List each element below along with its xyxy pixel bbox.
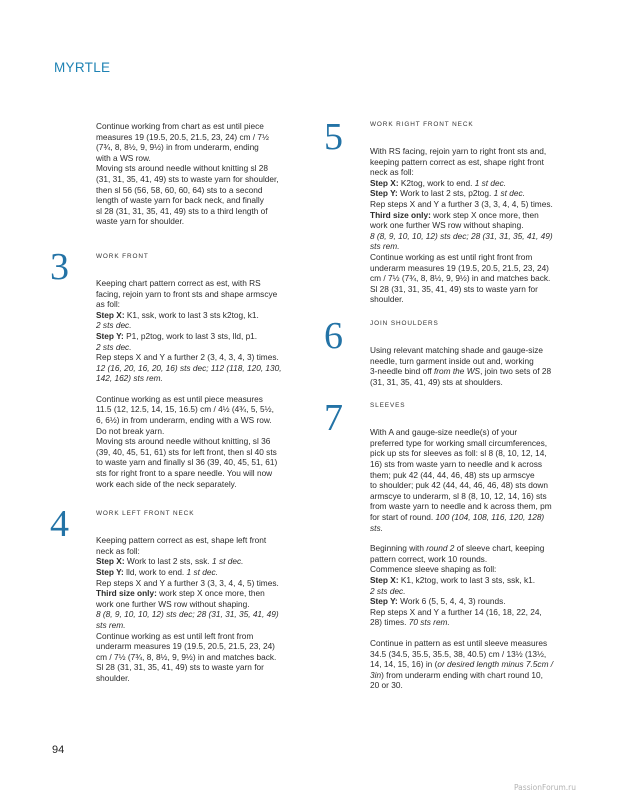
text: work one further WS row without shaping. [96, 598, 250, 609]
text: Keeping chart pattern correct as est, with RS [96, 277, 261, 288]
text: Rep steps X and Y a further 2 (3, 4, 3, 4, 3) times. [96, 352, 279, 363]
text: keeping pattern correct as est, shape right front [370, 156, 544, 167]
text: neck as foll: [370, 167, 414, 178]
italic-text: or desired length minus 7.5cm / [437, 659, 554, 670]
text-line [370, 366, 570, 377]
italic-text: 12 (16, 20, 16, 20, 16) sts dec; 112 (118, 120, 130, [96, 362, 282, 373]
bold-text: Step Y: [96, 330, 124, 341]
bold-text: Step Y: [370, 188, 398, 199]
text-line [370, 231, 570, 242]
text-line [370, 638, 570, 649]
text-line [370, 491, 570, 502]
text: Continue working from chart as est until piece [96, 121, 264, 131]
italic-text: from the WS [433, 366, 481, 377]
text-line [370, 596, 570, 607]
text-line [96, 320, 296, 331]
section-6 [324, 314, 570, 387]
text-line [96, 289, 296, 300]
text: Sl 28 (31, 31, 35, 41, 49) sts to waste yarn for [370, 283, 538, 294]
section-body [96, 278, 296, 489]
text: K1, ssk, work to last 3 sts k2tog, k1. [124, 309, 259, 320]
bold-text: Third size only: [370, 209, 431, 220]
text: Continue in pattern as est until sleeve measures [370, 637, 548, 648]
text-line [370, 284, 570, 295]
section-4 [50, 503, 296, 683]
text-line [370, 543, 570, 554]
text-line [96, 299, 296, 310]
italic-text: round 2 [426, 543, 455, 554]
text: 34.5 (34.5, 35.5, 35.5, 38, 40.5) cm / 13½ (13½, [370, 648, 547, 659]
paragraph [96, 394, 296, 489]
section-heading: WORK LEFT FRONT NECK [96, 510, 195, 518]
text-line [370, 167, 570, 178]
text: (31, 31, 35, 41, 49) sts at shoulders. [370, 376, 503, 387]
watermark: PassionForum.ru [514, 783, 577, 792]
text-line [96, 673, 296, 684]
paragraph [370, 638, 570, 691]
section-heading: JOIN SHOULDERS [370, 319, 439, 327]
text: underarm measures 19 (19.5, 20.5, 21.5, 23, 24) [96, 641, 275, 652]
text: neck as foll: [96, 545, 140, 556]
section-heading: SLEEVES [370, 402, 406, 410]
page-title: MYRTLE [54, 60, 111, 75]
text: work one further WS row without shaping. [370, 220, 524, 231]
section-body [370, 427, 570, 691]
text-line [96, 404, 296, 415]
text: Using relevant matching shade and gauge-size [370, 344, 543, 355]
text-line [96, 588, 296, 599]
text-line [370, 188, 570, 199]
paragraph [96, 278, 296, 384]
text-line [96, 641, 296, 652]
section-number: 6 [324, 314, 343, 357]
text: length of waste yarn for back neck, and finally [96, 195, 264, 206]
text: pick up sts for sleeves as foll: sl 8 (8, 10, 12, 14, [370, 448, 547, 459]
intro-block [96, 121, 296, 227]
text-line [96, 310, 296, 321]
text: to shoulder; puk 42 (44, 44, 46, 46, 48) sts down [370, 480, 549, 491]
text: of sleeve chart, keeping [454, 543, 545, 554]
text: with a WS row. [96, 152, 151, 163]
text-line [370, 241, 570, 252]
text: 11.5 (12, 12.5, 14, 15, 16.5) cm / 4½ (4¾, 5, 5½, [96, 404, 274, 415]
text: cm / 7½ (7¾, 8, 8½, 9, 9½) in and matches back. [370, 273, 551, 284]
text-line [370, 523, 570, 534]
text: Continue working as est until piece measures [96, 393, 263, 404]
text: Moving sts around needle without knitting, sl 36 [96, 436, 271, 447]
text: 6, 6½) in from underarm, ending with a WS row. [96, 415, 272, 426]
text: measures 19 (19.5, 20.5, 21.5, 23, 24) cm / 7½ [96, 131, 269, 142]
text: With RS facing, rejoin yarn to right front sts and, [370, 146, 547, 156]
text-line [370, 670, 570, 681]
text-line [96, 331, 296, 342]
text: Work 6 (5, 5, 4, 4, 3) rounds. [397, 596, 506, 607]
text: then sl 56 (56, 58, 60, 60, 64) sts to a second [96, 184, 263, 195]
paragraph [370, 427, 570, 533]
text-line [370, 586, 570, 597]
text-line [96, 363, 296, 374]
text: them; puk 42 (44, 44, 46, 48) sts up armscye [370, 469, 535, 480]
text: waste yarn for shoulder. [96, 216, 185, 227]
text-line [96, 662, 296, 673]
section-body [96, 535, 296, 683]
text: (7¾, 8, 8½, 9, 9½) in from underarm, ending [96, 142, 259, 153]
text-line [96, 609, 296, 620]
text-line [370, 252, 570, 263]
text: shoulder. [370, 294, 404, 305]
text-line [96, 535, 296, 546]
text-line [96, 631, 296, 642]
bold-text: Third size only: [96, 588, 157, 599]
bold-text: Step Y: [96, 567, 124, 577]
text-line [370, 263, 570, 274]
text-line [370, 470, 570, 481]
text-line [370, 345, 570, 356]
text: facing, rejoin yarn to front sts and shape armscye [96, 288, 278, 299]
text-line [370, 178, 570, 189]
text: for start of round. [370, 512, 436, 523]
text-line [96, 121, 296, 132]
text: (39, 40, 45, 51, 61) sts for left front, then sl 40 sts [96, 446, 277, 457]
text-line [96, 132, 296, 143]
text-line [370, 427, 570, 438]
text-line [370, 459, 570, 470]
text: as foll: [96, 299, 120, 310]
left-column [50, 121, 296, 684]
italic-text: sts rem. [96, 619, 126, 630]
italic-text: 142, 162) sts rem. [96, 373, 163, 384]
text-line [96, 206, 296, 217]
text: sts for right front to a spare needle. You will now [96, 468, 273, 479]
text-line [370, 273, 570, 284]
text: work each side of the neck separately. [96, 478, 237, 489]
text-line [370, 210, 570, 221]
text-line [96, 174, 296, 185]
text: P1, p2tog, work to last 3 sts, lld, p1. [123, 330, 258, 341]
text: sl 28 (31, 31, 35, 41, 49) sts to a third length of [96, 205, 268, 216]
text-line [96, 578, 296, 589]
text: Beginning with [370, 543, 427, 554]
italic-text: 1 st dec. [212, 556, 244, 567]
text: Work to last 2 sts, p2tog. [397, 188, 494, 199]
italic-text: 100 (104, 108, 116, 120, 128) [435, 512, 545, 523]
italic-text: 70 sts rem. [408, 617, 450, 628]
text-line [96, 415, 296, 426]
section-number: 3 [50, 245, 69, 288]
bold-text: Step X: [96, 309, 125, 320]
right-column [324, 116, 570, 691]
text: Do not break yarn. [96, 425, 165, 436]
italic-text: 1 st dec. [474, 177, 507, 188]
italic-text: sts. [370, 522, 383, 533]
text: pattern correct, work 10 rounds. [370, 553, 488, 564]
italic-text: 2 sts dec. [96, 320, 132, 331]
italic-text: 3in [370, 669, 382, 680]
text: (31, 31, 35, 41, 49) sts to waste yarn for shoulder, [96, 173, 279, 184]
text: Rep steps X and Y a further 3 (3, 3, 4, 4, 5) times. [96, 577, 279, 588]
italic-text: 2 sts dec. [370, 585, 406, 596]
text-line [96, 394, 296, 405]
intro-text [96, 121, 296, 227]
bold-text: Step X: [370, 177, 399, 188]
text: work step X once more, then [430, 209, 539, 220]
text-line [370, 512, 570, 523]
text-line [370, 501, 570, 512]
text: Moving sts around needle without knitting sl 28 [96, 163, 269, 174]
text: Keeping pattern correct as est, shape left front [96, 535, 267, 546]
text-line [370, 659, 570, 670]
text: , join two sets of 28 [480, 366, 552, 377]
text: Continue working as est until left front from [96, 630, 254, 641]
section-3 [50, 245, 296, 489]
text: armscye to underarm, sl 8 (8, 10, 12, 14, 16) sts [370, 490, 547, 501]
italic-text: 2 sts dec. [96, 341, 132, 352]
text-line [370, 649, 570, 660]
text-line [96, 163, 296, 174]
paragraph [96, 121, 296, 227]
text: K1, k2tog, work to last 3 sts, ssk, k1. [398, 575, 536, 585]
text-line [370, 157, 570, 168]
text-line [96, 567, 296, 578]
bold-text: Step Y: [370, 596, 398, 607]
text: With A and gauge-size needle(s) of your [370, 427, 518, 438]
text-line [370, 680, 570, 691]
text-line [370, 438, 570, 449]
section-number: 4 [50, 503, 69, 546]
paragraph [370, 146, 570, 305]
text: preferred type for working small circumferences, [370, 437, 548, 448]
section-7 [324, 397, 570, 691]
text-line [96, 436, 296, 447]
text-line [96, 352, 296, 363]
text: from waste yarn to needle and k across them, pm [370, 501, 552, 512]
text-line [96, 556, 296, 567]
italic-text: sts rem. [370, 241, 400, 252]
section-body [370, 146, 570, 305]
text-line [96, 185, 296, 196]
text: 3-needle bind off [370, 366, 434, 377]
text-line [370, 607, 570, 618]
text-line [370, 220, 570, 231]
text-line [370, 564, 570, 575]
text: ) from underarm ending with chart round 10, [381, 669, 543, 680]
text-line [370, 377, 570, 388]
section-body [370, 345, 570, 387]
text-line [96, 426, 296, 437]
text-line [96, 599, 296, 610]
text: Work to last 2 sts, ssk. [124, 556, 213, 567]
text: Rep steps X and Y a further 14 (16, 18, 22, 24, [370, 606, 542, 617]
paragraph [370, 543, 570, 628]
text-line [96, 153, 296, 164]
page-number: 94 [52, 744, 65, 756]
text: 14, 14, 15, 16) in ( [370, 659, 438, 670]
text-line [96, 216, 296, 227]
text: Continue working as est until right front from [370, 251, 533, 262]
section-number: 5 [324, 116, 343, 158]
paragraph [96, 535, 296, 683]
text-line [96, 620, 296, 631]
text-line [96, 342, 296, 353]
italic-text: 1 st dec. [186, 567, 218, 577]
text-line [370, 199, 570, 210]
paragraph [370, 345, 570, 387]
section-heading: WORK RIGHT FRONT NECK [370, 121, 474, 128]
text: K2tog, work to end. [398, 177, 475, 188]
bold-text: Step X: [370, 575, 399, 585]
section-heading: WORK FRONT [96, 252, 149, 260]
text-line [370, 554, 570, 565]
text: to waste yarn and finally sl 36 (39, 40, 45, 51, 61) [96, 457, 278, 468]
text-line [370, 294, 570, 305]
text-line [96, 373, 296, 384]
text: 20 or 30. [370, 680, 403, 691]
text-line [96, 546, 296, 557]
text-line [96, 278, 296, 289]
bold-text: Step X: [96, 556, 125, 567]
text: Commence sleeve shaping as foll: [370, 564, 497, 575]
text: 28) times. [370, 617, 409, 628]
text-line [96, 447, 296, 458]
text-line [370, 617, 570, 628]
text-line [370, 356, 570, 367]
text-line [370, 448, 570, 459]
section-5 [324, 116, 570, 305]
text: Rep steps X and Y a further 3 (3, 3, 4, 4, 5) times. [370, 198, 553, 209]
italic-text: 1 st dec. [493, 188, 525, 199]
text-line [96, 652, 296, 663]
text-line [96, 457, 296, 468]
text: work step X once more, then [156, 588, 265, 599]
text: underarm measures 19 (19.5, 20.5, 21.5, 23, 24) [370, 262, 549, 273]
text: needle, turn garment inside out and, working [370, 355, 534, 366]
italic-text: 8 (8, 9, 10, 10, 12) sts dec; 28 (31, 31, 35, 41, 49) [370, 230, 553, 241]
text-line [96, 468, 296, 479]
section-number: 7 [324, 397, 343, 440]
text: cm / 7½ (7¾, 8, 8½, 9, 9½) in and matches back. [96, 651, 277, 662]
text: shoulder. [96, 672, 130, 683]
text-line [96, 479, 296, 490]
text-line [370, 146, 570, 157]
text-line [370, 575, 570, 586]
italic-text: 8 (8, 9, 10, 10, 12) sts dec; 28 (31, 31, 35, 41, 49) [96, 609, 279, 620]
text-line [96, 142, 296, 153]
text-line [370, 480, 570, 491]
text: lld, work to end. [123, 567, 187, 577]
text: Sl 28 (31, 31, 35, 41, 49) sts to waste yarn for [96, 662, 264, 673]
text: 16) sts from waste yarn to needle and k across [370, 459, 543, 470]
text-line [96, 195, 296, 206]
